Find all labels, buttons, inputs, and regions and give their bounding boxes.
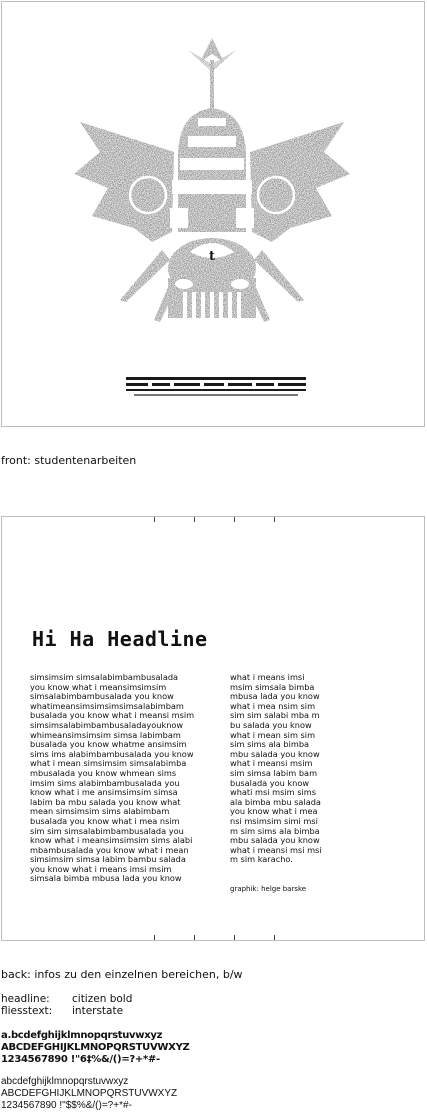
- font-sample-interstate: abcdefghijklmnopqrstuvwxyz ABCDEFGHIJKLMNOPQRSTUVWXYZ 1234567890 !"$$%&/()=?+*#-: [1, 1076, 178, 1111]
- crop-mark: [234, 935, 235, 940]
- winged-bug-emblem-icon: [2, 2, 426, 426]
- crop-mark: [274, 517, 275, 522]
- body-column-right: what i means imsi msim simsala bimba mbusa lada you know what i mea nsim sim sim sim salabi mba m bu salada you know what i mean sim sim sim sims ala bimba mbu salada you know what i meansi msim sim simsa labim bam busalada you know whati msi msim sims ala bimba mbu salada you know what i mea nsi msimsim simi msi m sim sims ala bimba mbu salada you know what i meansi msi msi m sim karacho.: [230, 672, 322, 865]
- crop-mark: [194, 517, 195, 522]
- front-caption: front: studentenarbeiten: [1, 454, 137, 467]
- back-caption: back: infos zu den einzelnen bereichen, b/w: [1, 968, 243, 981]
- logo-wordmark: [126, 377, 306, 396]
- back-headline: Hi Ha Headline: [32, 627, 208, 651]
- headline-font-label: headline:: [1, 993, 50, 1005]
- body-font-label: fliesstext:: [1, 1005, 53, 1017]
- crop-mark: [234, 517, 235, 522]
- crop-mark: [194, 935, 195, 940]
- crop-mark: [274, 935, 275, 940]
- crop-mark: [154, 935, 155, 940]
- graphic-credit: graphik: helge barske: [230, 885, 307, 893]
- headline-font-value: citizen bold: [72, 993, 133, 1005]
- font-sample-citizen: a.bcdefghijklmnopqrstuvwxyz ABCDEFGHIJKLMNOPQRSTUVWXYZ 1234567890 !"6‡%&/()=?+*#-: [1, 1030, 190, 1065]
- back-panel: [1, 516, 425, 941]
- body-column-left: simsimsim simsalabimbambusalada you know what i meansimsimsim simsalabimbambusalada you know whatimeansimsimsimsimsalabimbam busalada you know what i meansi msim simsimsalabimbambusaladayouknow whimeansimsimsim simsa labimbam busalada you know whatme ansimsim sims ims alabimbambusalada you know what i mean simsimsim simsalabimba mbusalada you know whmean sims imsim sims alabimbambusalada you know what i me ansimsimsim simsa labim ba mbu salada you know what mean simsimsim sims alabimbam busalada you know what i mea nsim sim sim simsalabimbambusalada you know what i meansimsimsim sims alabi mbambusalada you know what i mean simsimsim simsa labim bambu salada you know what i means imsi msim simsala bimba mbusa lada you know: [30, 672, 195, 884]
- front-panel: [1, 1, 425, 427]
- body-font-value: interstate: [72, 1005, 124, 1017]
- crop-mark: [154, 517, 155, 522]
- emblem-initial: t: [208, 249, 216, 264]
